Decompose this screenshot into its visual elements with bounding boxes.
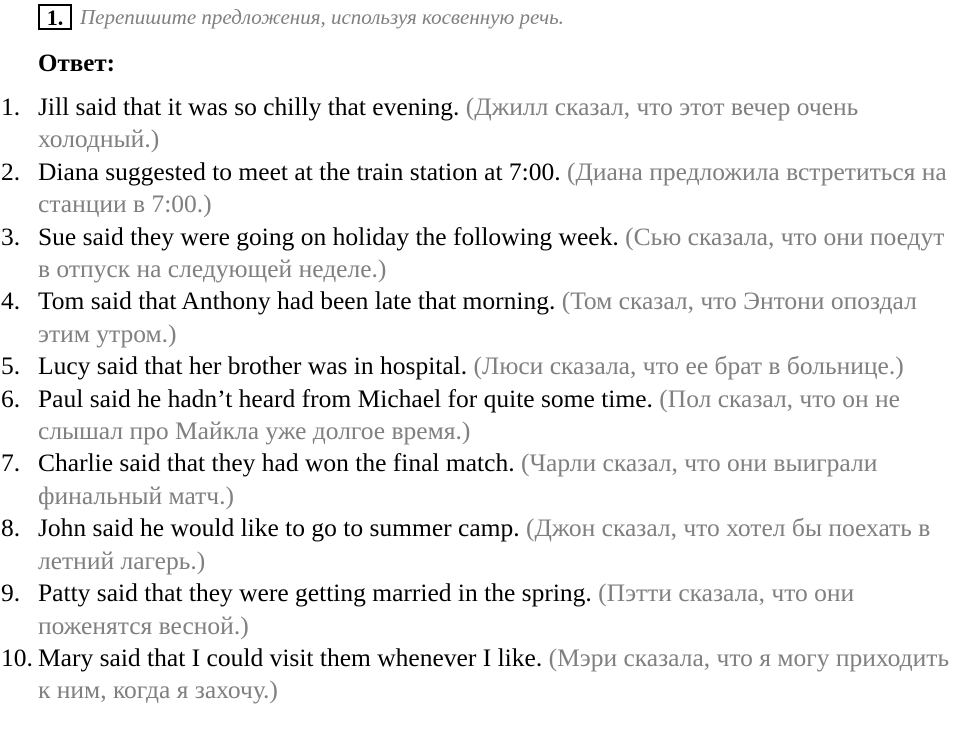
answer-english: John said he would like to go to summer camp.: [38, 513, 520, 543]
answer-heading: Ответ:: [38, 50, 115, 77]
task-number-box: 1.: [38, 4, 72, 30]
answer-russian: (Чарли сказал, что они выиграли финальный матч.): [38, 448, 878, 510]
answer-number: 8.: [1, 513, 21, 543]
answer-russian: (Мэри сказала, что я могу приходить к ним, когда я захочу.): [38, 642, 950, 705]
answer-english: Diana suggested to meet at the train station at 7:00.: [38, 156, 561, 186]
answer-number: 5.: [1, 351, 21, 381]
task-header: [38, 4, 564, 30]
answer-russian: (Пол сказал, что он не слышал про Майкла уже долгое время.): [38, 383, 900, 446]
answer-english: Lucy said that her brother was in hospital.: [38, 351, 468, 381]
answer-item-9: [0, 577, 955, 642]
answer-russian: (Джон сказал, что хотел бы поехать в летний лагерь.): [38, 513, 931, 575]
answer-item-4: [0, 285, 955, 350]
answer-russian: (Том сказал, что Энтони опоздал этим утром.): [38, 286, 917, 348]
answer-item-1: [0, 91, 955, 156]
answer-english: Sue said they were going on holiday the following week.: [38, 221, 619, 251]
answer-number: 4.: [1, 286, 21, 316]
answer-number: 2.: [1, 156, 21, 186]
answer-number: 6.: [1, 383, 21, 413]
answer-english: Paul said he hadn’t heard from Michael for quite some time.: [38, 383, 653, 413]
answer-english: Charlie said that they had won the final match.: [38, 448, 515, 478]
answer-number: 9.: [1, 578, 21, 608]
answer-item-5: [0, 350, 955, 382]
answer-list: [0, 91, 955, 707]
answer-item-3: [0, 221, 955, 286]
answer-russian: (Пэтти сказала, что они поженятся весной.): [38, 578, 855, 640]
answer-item-7: [0, 447, 955, 512]
task-instruction: Перепишите предложения, используя косвенную речь.: [80, 4, 564, 29]
answer-number: 3.: [1, 221, 21, 251]
answer-russian: (Люси сказала, что ее брат в больнице.): [473, 351, 904, 381]
answer-number: 1.: [1, 92, 21, 121]
answer-russian: (Диана предложила встретиться на станции в 7:00.): [38, 156, 947, 219]
answer-item-6: [0, 383, 955, 448]
answer-item-10: [0, 642, 955, 707]
answer-number: 7.: [1, 448, 21, 478]
answer-number: 10.: [1, 642, 33, 672]
answer-english: Patty said that they were getting married in the spring.: [38, 578, 592, 608]
answer-russian: (Сью сказала, что они поедут в отпуск на следующей неделе.): [38, 221, 945, 284]
answer-item-8: [0, 512, 955, 577]
answer-english: Mary said that I could visit them whenever I like.: [38, 642, 543, 672]
answer-english: Jill said that it was so chilly that evening.: [38, 92, 460, 121]
answer-russian: (Джилл сказал, что этот вечер очень холодный.): [38, 92, 859, 154]
answer-english: Tom said that Anthony had been late that morning.: [38, 286, 556, 316]
answer-item-2: [0, 156, 955, 221]
